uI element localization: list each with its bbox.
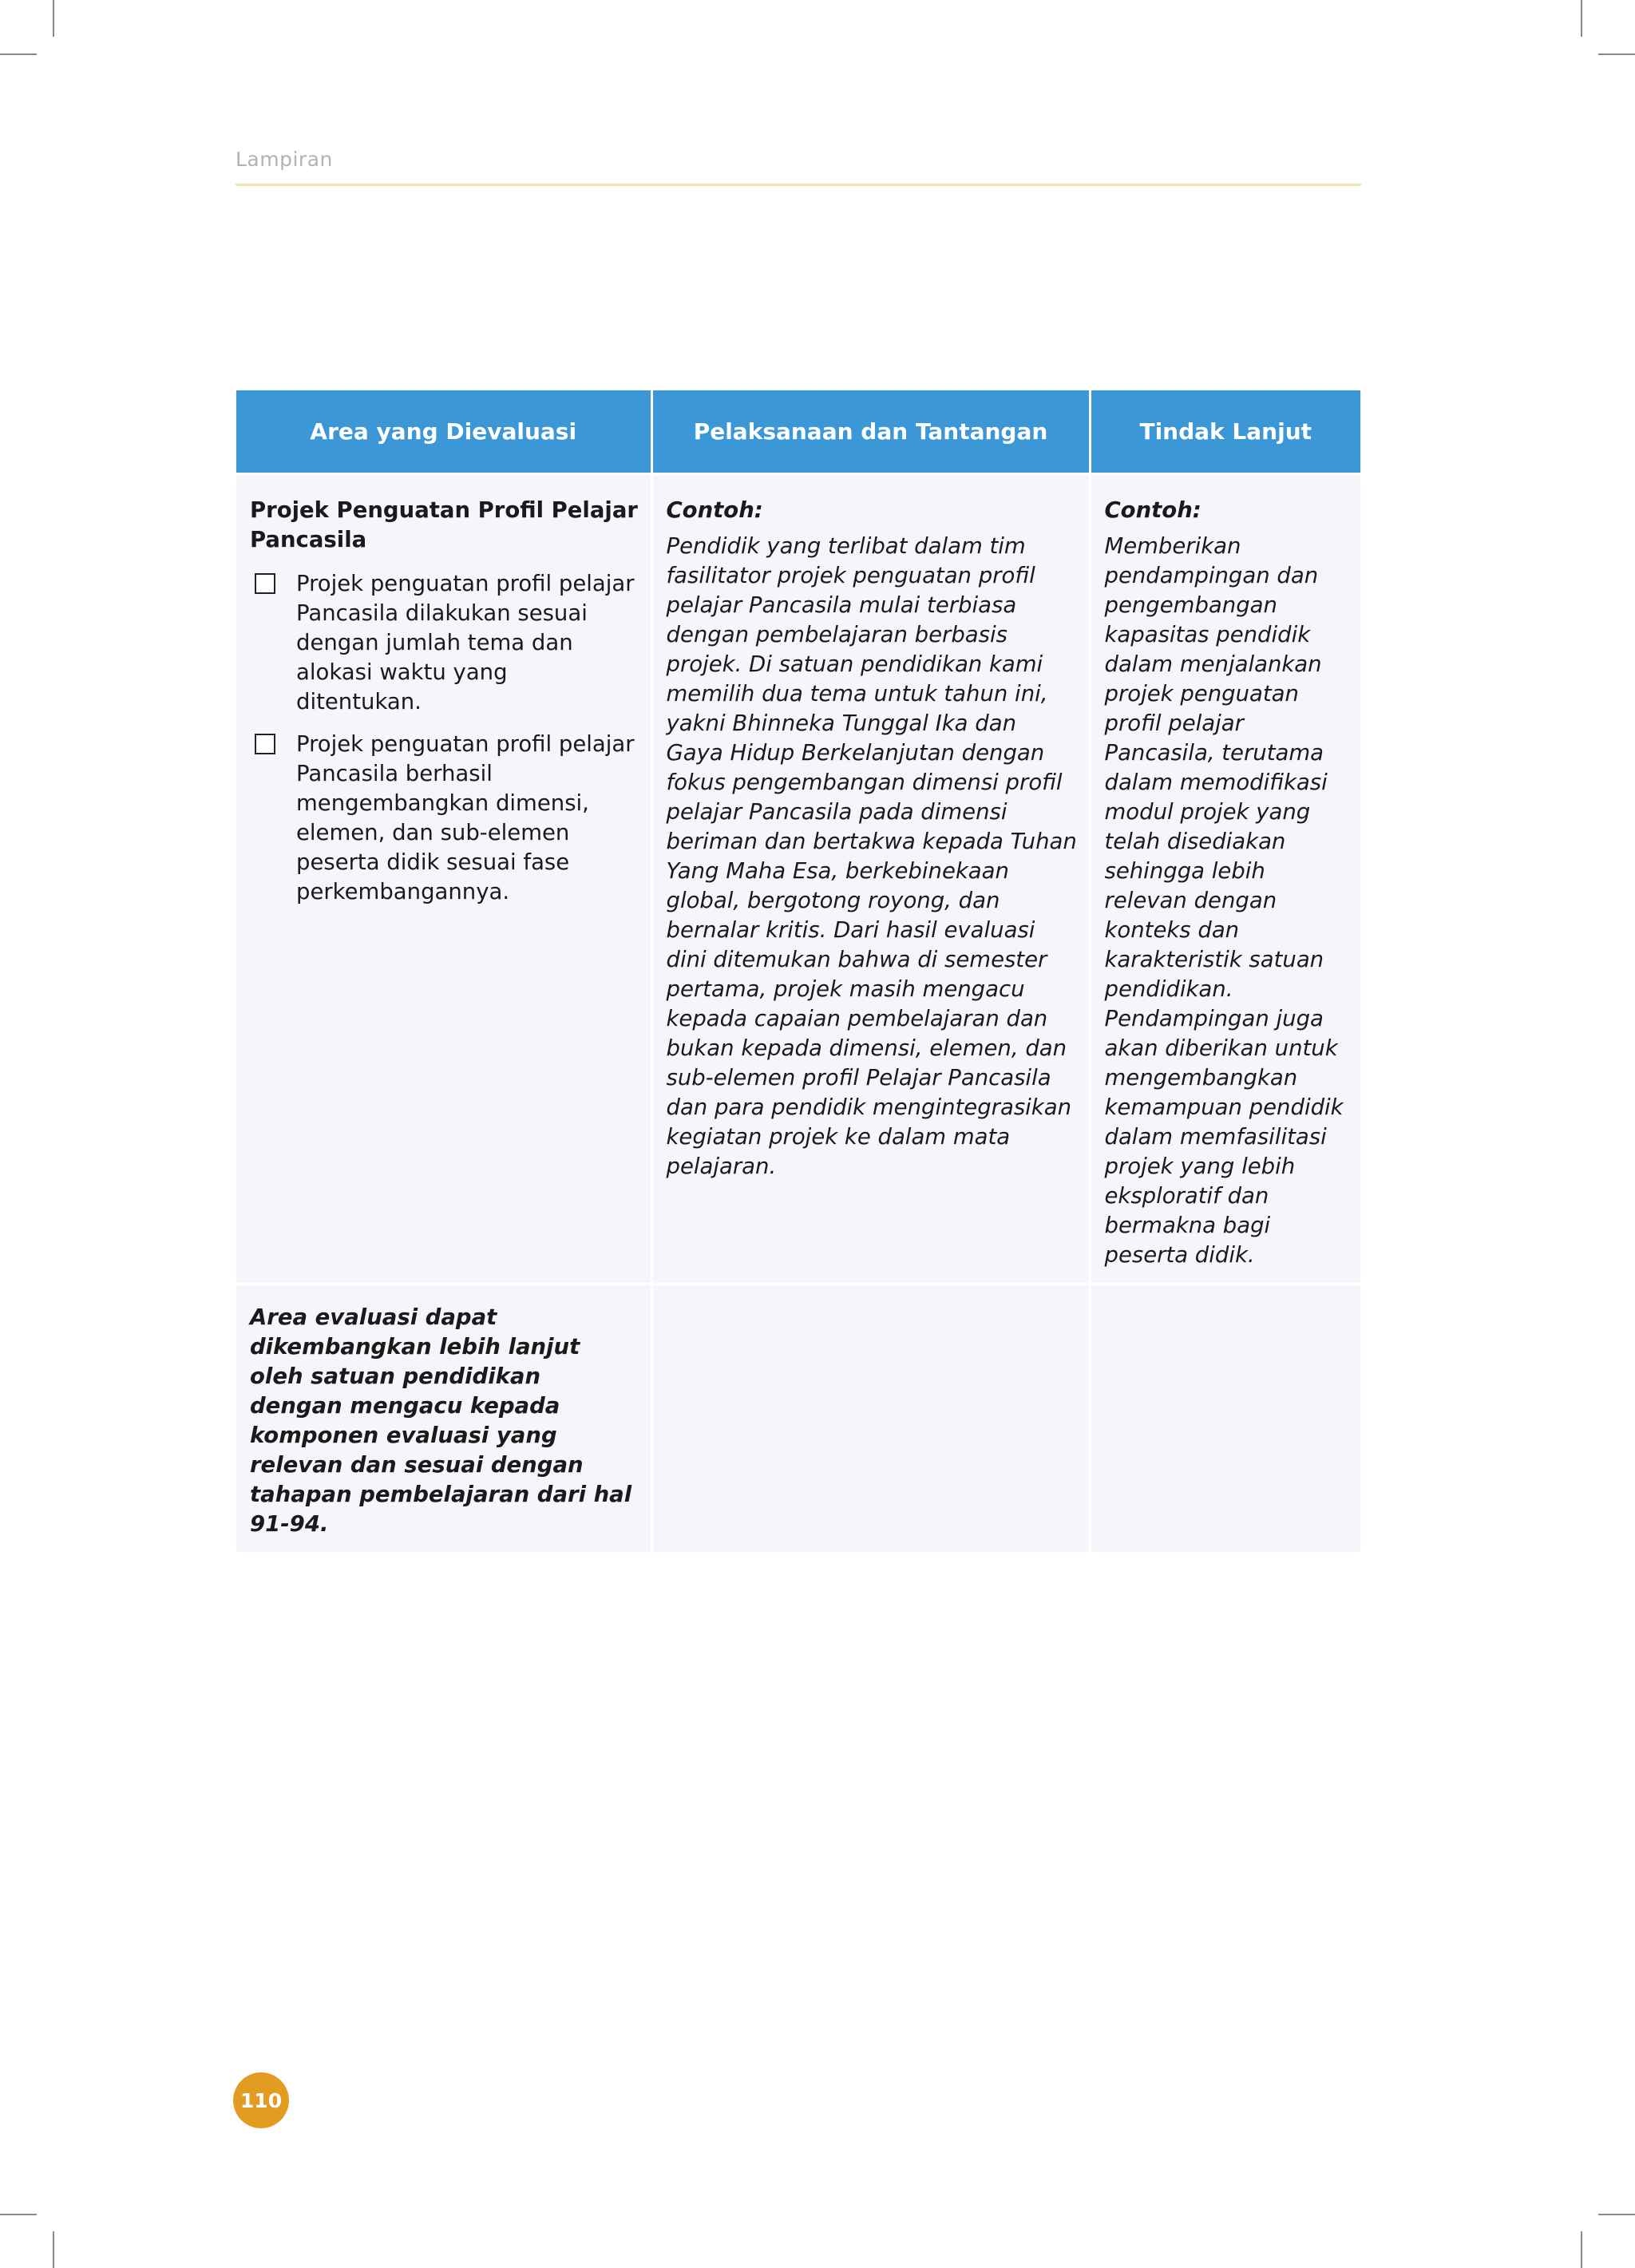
table-row [236,1284,1360,1553]
checklist-item [250,730,639,907]
crop-mark [53,2231,54,2268]
crop-mark [1598,2214,1635,2215]
tindak-lanjut-cell [1090,1284,1360,1553]
crop-mark [0,2214,37,2215]
checklist-item [250,569,639,717]
tindak-lanjut-cell [1090,474,1360,1284]
column-header-area: Area yang Dievaluasi [236,390,651,474]
page-number-badge: 110 [233,2072,289,2128]
crop-mark [1581,0,1582,37]
pelaksanaan-cell [651,1284,1090,1553]
crop-mark [0,53,37,55]
header-divider [236,184,1361,186]
checkbox[interactable] [255,734,275,754]
tindak-lanjut-text: Memberikan pendampingan dan pengembangan kapasitas pendidik dalam menjalankan projek penguatan profil pelajar Pancasila, terutama dalam memodifikasi modul projek yang telah disediakan sehingga lebih relevan dengan konteks dan karakteristik satuan pendidikan. Pendampingan juga akan diberikan untuk mengembangkan kemampuan pendidik dalam memfasilitasi projek yang lebih eksploratif dan bermakna bagi peserta didik. [1104,533,1344,1268]
example-label: Contoh: [666,497,763,523]
area-title: Projek Penguatan Profil Pelajar Pancasila [250,497,638,552]
pelaksanaan-cell [651,474,1090,1284]
crop-mark [1581,2231,1582,2268]
area-note: Area evaluasi dapat dikembangkan lebih lanjut oleh satuan pendidikan dengan mengacu kepada komponen evaluasi yang relevan dan sesuai dengan tahapan pembelajaran dari hal 91-94. [250,1304,632,1537]
crop-mark [53,0,54,37]
pelaksanaan-text: Pendidik yang terlibat dalam tim fasilitator projek penguatan profil pelajar Pancasila mulai terbiasa dengan pembelajaran berbasis projek. Di satuan pendidikan kami memilih dua tema untuk tahun ini, yakni Bhinneka Tunggal Ika dan Gaya Hidup Berkelanjutan dengan fokus pengembangan dimensi profil pelajar Pancasila pada dimensi beriman dan bertakwa kepada Tuhan Yang Maha Esa, berkebinekaan global, bergotong royong, dan bernalar kritis. Dari hasil evaluasi dini ditemukan bahwa di semester pertama, projek masih mengacu kepada capaian pembelajaran dan bukan kepada dimensi, elemen, dan sub-elemen profil Pelajar Pancasila dan para pendidik mengintegrasikan kegiatan projek ke dalam mata pelajaran. [666,533,1077,1179]
example-label: Contoh: [1104,497,1202,523]
checkbox[interactable] [255,573,275,594]
evaluation-table [236,390,1360,1552]
column-header-pelaksanaan: Pelaksanaan dan Tantangan [651,390,1090,474]
section-label: Lampiran [236,148,333,171]
checklist-text: Projek penguatan profil pelajar Pancasila berhasil mengembangkan dimensi, elemen, dan sub-elemen peserta didik sesuai fase perkembangannya. [296,731,635,904]
checklist-text: Projek penguatan profil pelajar Pancasila dilakukan sesuai dengan jumlah tema dan alokasi waktu yang ditentukan. [296,571,635,714]
column-header-tindak-lanjut: Tindak Lanjut [1090,390,1360,474]
table-header-row [236,390,1360,474]
area-cell [236,1284,651,1553]
crop-mark [1598,53,1635,55]
table-row [236,474,1360,1284]
area-cell [236,474,651,1284]
